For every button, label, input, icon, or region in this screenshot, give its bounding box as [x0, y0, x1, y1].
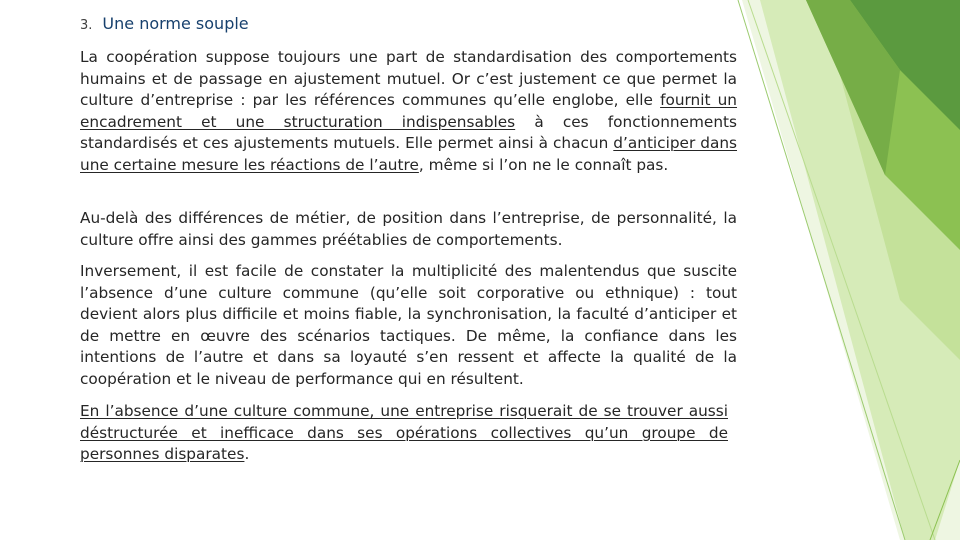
p4-underlined: En l’absence d’une culture commune, une entreprise risquerait de se trouver aussi déstructurée et inefficace dans ses opérations collectives qu’un groupe de personnes disparates — [80, 402, 728, 463]
paragraph-differences: Au-delà des différences de métier, de position dans l’entreprise, de personnalité, la culture offre ainsi des gammes préétablies de comportements. — [80, 209, 737, 249]
paragraph-inversement: Inversement, il est facile de constater la multiplicité des malentendus que suscite l’absence d’une culture commune (qu’elle soit corporative ou ethnique) : tout devient alors plus difficile et moins fiable, la synchronisation, la faculté d’anticiper et de mettre en œuvre des scénarios tactiques. De même, la confiance dans les intentions de l’autre et dans sa loyauté s’en ressent et affecte la qualité de la coopération et le niveau de performance qui en résultent. — [80, 262, 737, 388]
section-heading — [80, 14, 249, 33]
p1-underlined-2: d’anticiper dans une certaine mesure les réactions de l’autre — [80, 134, 738, 174]
p1-text-c: , même si l’on ne le connaît pas. — [418, 155, 669, 174]
paragraph-cooperation — [80, 47, 737, 176]
paragraph-conclusion — [80, 401, 728, 466]
p1-underlined-1: fournit un encadrement et une structuration indispensables — [80, 91, 738, 131]
p1-text-a: La coopération suppose toujours une part de standardisation des comportements humains et de passage en ajustement mutuel. Or c’est justement ce que permet la culture d’entreprise : par les références communes qu’elle englobe, elle — [80, 48, 737, 109]
heading-title: Une norme souple — [102, 14, 249, 33]
heading-number: 3. — [80, 18, 93, 33]
p4-end: . — [244, 445, 250, 463]
p1-text-b: à ces fonctionnements standardisés et ces ajustements mutuels. Elle permet ainsi à chacun — [80, 112, 738, 152]
